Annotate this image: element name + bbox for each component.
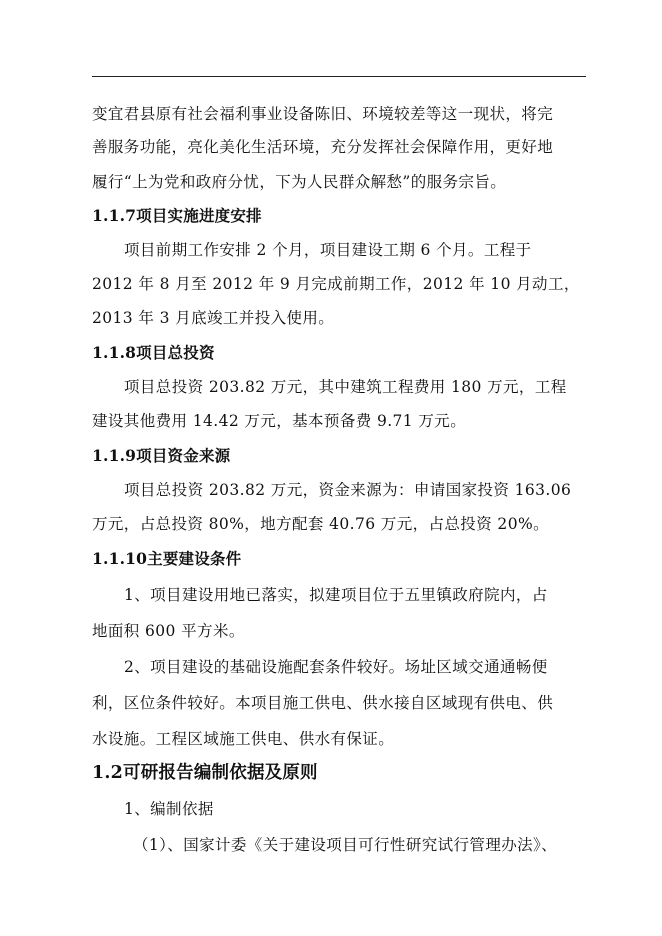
paragraph-line: 地面积 600 平方米。 — [92, 622, 245, 640]
paragraph-line: 2、项目建设的基础设施配套条件较好。场址区域交通通畅便 — [124, 658, 548, 676]
header-rule — [92, 76, 586, 77]
section-heading: 1.2可研报告编制依据及原则 — [92, 763, 318, 783]
paragraph-line: 2012 年 8 月至 2012 年 9 月完成前期工作，2012 年 10 月动工， — [92, 275, 580, 293]
paragraph-line: 2013 年 3 月底竣工并投入使用。 — [92, 309, 335, 327]
section-heading: 1.1.8项目总投资 — [92, 343, 215, 362]
paragraph-line: 建设其他费用 14.42 万元，基本预备费 9.71 万元。 — [92, 412, 467, 430]
paragraph-line: 1、项目建设用地已落实，拟建项目位于五里镇政府院内，占 — [124, 586, 548, 604]
paragraph-line: 项目总投资 203.82 万元，其中建筑工程费用 180 万元，工程 — [124, 378, 567, 396]
paragraph-line: 利，区位条件较好。本项目施工供电、供水接自区域现有供电、供 — [92, 694, 554, 712]
section-heading: 1.1.7项目实施进度安排 — [92, 206, 262, 225]
paragraph-line: 善服务功能，亮化美化生活环境，充分发挥社会保障作用，更好地 — [92, 138, 554, 156]
section-heading: 1.1.9项目资金来源 — [92, 446, 231, 465]
paragraph-line: （1）、国家计委《关于建设项目可行性研究试行管理办法》、 — [133, 836, 558, 854]
paragraph-line: 变宜君县原有社会福利事业设备陈旧、环境较差等这一现状，将完 — [92, 105, 554, 123]
section-heading: 1.1.10主要建设条件 — [92, 549, 242, 568]
paragraph-line: 水设施。工程区域施工供电、供水有保证。 — [92, 730, 395, 748]
paragraph-line: 项目前期工作安排 2 个月，项目建设工期 6 个月。工程于 — [124, 241, 532, 259]
paragraph-line: 履行“上为党和政府分忧，下为人民群众解愁”的服务宗旨。 — [92, 173, 507, 191]
paragraph-line: 1、编制依据 — [124, 800, 214, 818]
paragraph-line: 万元，占总投资 80%，地方配套 40.76 万元，占总投资 20%。 — [92, 515, 549, 533]
paragraph-line: 项目总投资 203.82 万元，资金来源为：申请国家投资 163.06 — [124, 481, 572, 499]
